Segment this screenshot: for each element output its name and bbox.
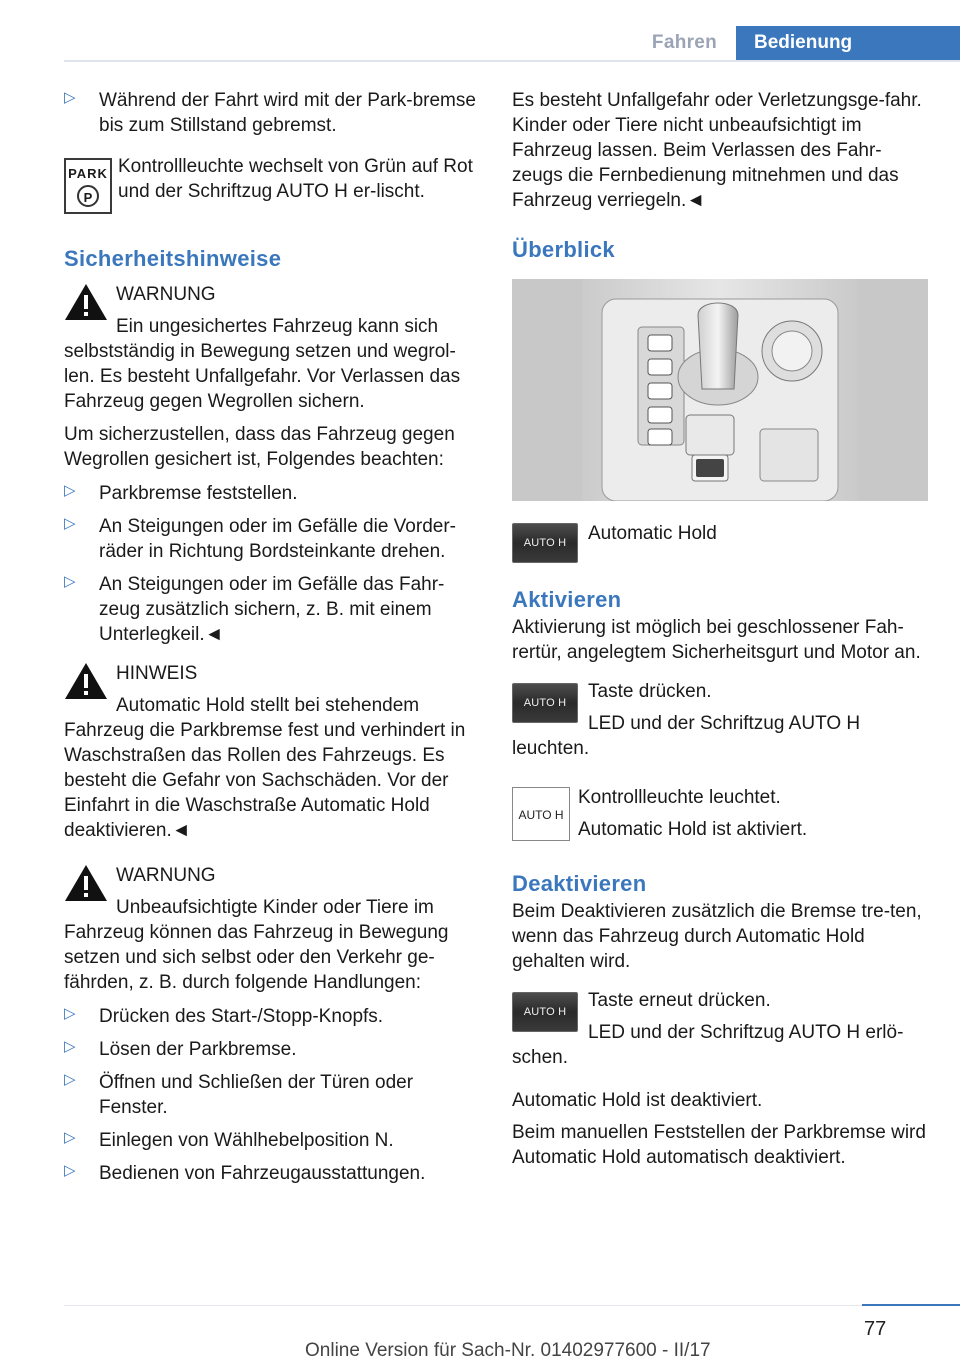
deactivate-step-block [512, 988, 930, 1070]
list-item: ▷ Einlegen von Wählhebelposition N. [64, 1129, 394, 1151]
warning-label: WARNUNG [116, 284, 216, 305]
paragraph: Beim manuellen Feststellen der Parkbremse wird Automatic Hold automatisch deaktiviert. [512, 1122, 926, 1168]
list-item-text: Während der Fahrt wird mit der Park-bremse bis zum Stillstand gebremst. [99, 90, 476, 136]
list-item: ▷ Lösen der Parkbremse. [64, 1038, 297, 1060]
warning-block [64, 282, 480, 414]
note-label: HINWEIS [116, 663, 198, 684]
auto-h-button-icon: AUTO H [512, 683, 578, 723]
step-text: Taste erneut drücken. [588, 990, 771, 1011]
step-text: Taste drücken. [588, 681, 712, 702]
section-tab-bedienung: Bedienung [736, 26, 960, 62]
bullet-triangle-icon: ▷ [64, 1129, 76, 1146]
warning-text: Ein ungesichertes Fahrzeug kann sich selbstständig in Bewegung setzen und wegrol-len. Es besteht Unfallgefahr. Vor Verlassen das Fahrzeug gegen Wegrollen sichern. [64, 316, 461, 412]
page-number: 77 [864, 1318, 887, 1340]
heading-sicherheitshinweise: Sicherheitshinweise [64, 246, 282, 271]
online-version-note: Online Version für Sach-Nr. 01402977600 - II/17 [305, 1340, 711, 1361]
indicator-text: Automatic Hold ist aktiviert. [578, 819, 808, 840]
step-result-text: LED und der Schriftzug AUTO H leuchten. [512, 713, 861, 759]
list-item: ▷ Parkbremse feststellen. [64, 482, 298, 504]
warning-triangle-icon [64, 282, 108, 322]
heading-aktivieren: Aktivieren [512, 587, 622, 612]
bullet-triangle-icon: ▷ [64, 1071, 76, 1088]
activate-step-block [512, 679, 930, 761]
bullet-triangle-icon: ▷ [64, 1005, 76, 1022]
list-item: ▷ Bedienen von Fahrzeugausstattungen. [64, 1162, 426, 1184]
header-rule [64, 60, 960, 62]
auto-h-indicator-icon: AUTO H [512, 787, 570, 841]
bullet-triangle-icon: ▷ [64, 1038, 76, 1055]
bullet-triangle-icon: ▷ [64, 89, 76, 106]
list-item: ▷ Öffnen und Schließen der Türen oder Fenster. [64, 1071, 414, 1118]
list-item [64, 88, 480, 138]
bullet-triangle-icon: ▷ [64, 1162, 76, 1179]
bullet-triangle-icon: ▷ [64, 573, 76, 590]
bullet-triangle-icon: ▷ [64, 482, 76, 499]
heading-ueberblick: Überblick [512, 237, 615, 262]
section-tab-fahren: Fahren [651, 32, 718, 53]
list-item: ▷ Drücken des Start-/Stopp-Knopfs. [64, 1005, 384, 1027]
heading-deaktivieren: Deaktivieren [512, 871, 647, 896]
park-indicator-block [64, 154, 480, 220]
park-indicator-text: Kontrollleuchte wechselt von Grün auf Rot und der Schriftzug AUTO H er-lischt. [118, 156, 473, 202]
warning-text: Unbeaufsichtigte Kinder oder Tiere im Fahrzeug können das Fahrzeug in Bewegung setzen und sich selbst oder den Verkehr ge-fährden, z. B. durch folgende Handlungen: [64, 897, 449, 993]
right-column [512, 88, 930, 1170]
warning-triangle-icon [64, 863, 108, 903]
bullet-triangle-icon: ▷ [64, 515, 76, 532]
warning-label: WARNUNG [116, 865, 216, 886]
indicator-block [512, 785, 930, 849]
auto-h-button-icon: AUTO H [512, 523, 578, 563]
park-brake-indicator-icon: PARK P [64, 158, 112, 214]
footer-rule [64, 1305, 960, 1306]
page-header [0, 0, 960, 62]
auto-hold-caption: Automatic Hold [588, 523, 717, 544]
paragraph: Automatic Hold ist deaktiviert. [512, 1090, 763, 1111]
paragraph: Es besteht Unfallgefahr oder Verletzungsge-fahr. Kinder oder Tiere nicht unbeaufsichtigt im Fahrzeug lassen. Beim Verlassen des Fahr-zeugs die Fernbedienung mitnehmen und das Fahrzeug verriegeln.◄ [512, 90, 922, 211]
center-console-photo [512, 279, 928, 501]
list-item: ▷ An Steigungen oder im Gefälle das Fahr-zeug zusätzlich sichern, z. B. mit einem Unterlegkeil.◄ [64, 573, 445, 645]
action-list [64, 1004, 480, 1186]
left-column [64, 88, 480, 1186]
safety-list [64, 481, 480, 647]
auto-hold-caption-block [512, 521, 930, 565]
warning-triangle-icon [64, 661, 108, 701]
indicator-text: Kontrollleuchte leuchtet. [578, 787, 781, 808]
note-text: Automatic Hold stellt bei stehendem Fahrzeug die Parkbremse fest und verhindert in Waschstraßen das Rollen des Fahrzeugs. Es besteht die Gefahr von Sachschäden. Vor der Einfahrt in die Waschstraße Automatic Hold deaktivieren.◄ [64, 695, 466, 841]
paragraph: Um sicherzustellen, dass das Fahrzeug gegen Wegrollen gesichert ist, Folgendes beachten: [64, 424, 455, 470]
footer-accent-bar [862, 1304, 960, 1306]
paragraph: Aktivierung ist möglich bei geschlossener Fah-rertür, angelegtem Sicherheitsgurt und Motor an. [512, 617, 921, 663]
auto-h-button-icon: AUTO H [512, 992, 578, 1032]
list-item: ▷ An Steigungen oder im Gefälle die Vorder-räder in Richtung Bordsteinkante drehen. [64, 515, 456, 562]
step-result-text: LED und der Schriftzug AUTO H erlö-schen. [512, 1022, 904, 1068]
warning-block [64, 863, 480, 995]
note-block [64, 661, 480, 843]
paragraph: Beim Deaktivieren zusätzlich die Bremse tre-ten, wenn das Fahrzeug durch Automatic Hold gehalten wird. [512, 901, 922, 972]
